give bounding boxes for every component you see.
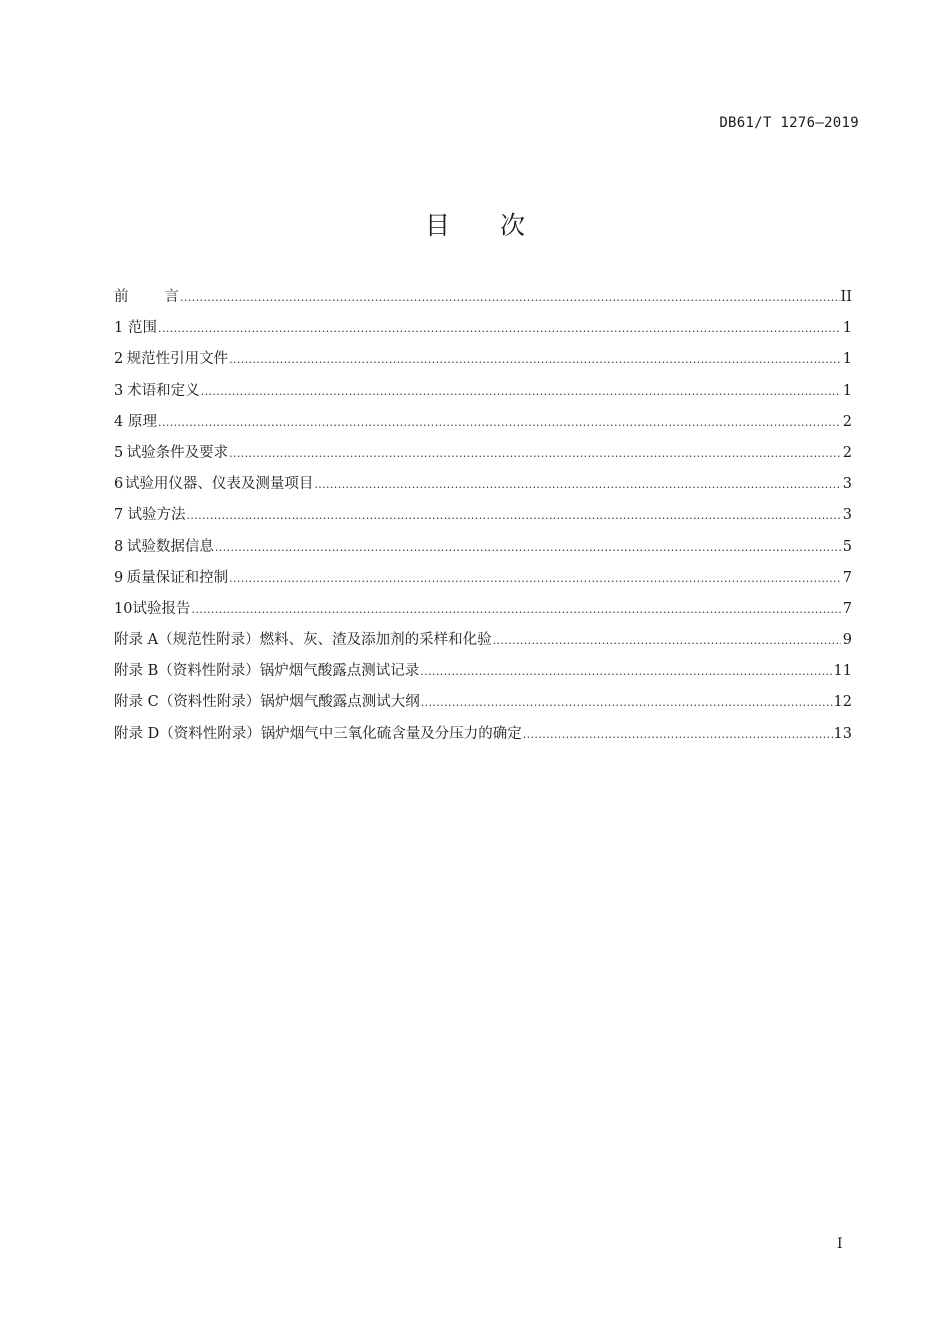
toc-label: 前 言 [114,289,179,305]
toc-section-number: 5 [114,444,124,461]
toc-entry[interactable] [114,502,852,533]
leader-dots [191,597,841,623]
title-char-2: 次 [500,211,526,240]
toc-label: 试验数据信息 [126,538,214,555]
toc-label: 试验方法 [127,507,186,524]
toc-label: 锅炉烟气中三氧化硫含量及分压力的确定 [260,725,522,742]
toc-section-number: 2 [114,351,124,368]
toc-page-number: 7 [842,600,852,617]
toc-page-number: 3 [842,476,852,493]
leader-dots [229,441,841,467]
toc-section-number: 8 [114,538,124,555]
leader-dots [215,535,841,561]
toc-page-number: 12 [833,694,852,711]
toc-entry[interactable] [114,409,852,440]
leader-dots [229,347,841,373]
toc-label: 锅炉烟气酸露点测试记录 [259,663,420,680]
table-of-contents [114,284,852,752]
toc-page-number: 3 [842,507,852,524]
toc-label: 试验条件及要求 [126,444,229,461]
toc-page-number: 13 [833,725,852,742]
toc-entry-appendix[interactable] [114,689,852,720]
toc-page-number: 5 [842,538,852,555]
toc-label: 试验用仪器、仪表及测量项目 [124,476,314,493]
appendix-prefix: 附录 D（资料性附录） [114,725,261,742]
document-code: DB61/T 1276—2019 [719,115,859,131]
toc-page-number: 7 [842,569,852,586]
toc-page-number: 2 [842,444,852,461]
toc-page-number: II [840,289,852,305]
page-number: I [837,1236,843,1252]
toc-entry[interactable] [114,471,852,502]
toc-page-number: 11 [833,663,852,680]
toc-section-number: 1 [114,320,124,337]
appendix-prefix: 附录 B（资料性附录） [114,663,260,680]
toc-label: 燃料、灰、渣及添加剂的采样和化验 [259,632,492,649]
toc-entry[interactable] [114,565,852,596]
toc-entry[interactable] [114,596,852,627]
appendix-prefix: 附录 A（规范性附录） [114,632,260,649]
leader-dots [201,379,841,405]
toc-page-number: 1 [842,382,852,399]
toc-entry[interactable] [114,315,852,346]
appendix-prefix: 附录 C（资料性附录） [114,694,261,711]
toc-section-number: 9 [114,569,124,586]
leader-dots [229,566,841,592]
toc-page-number: 9 [842,632,852,649]
toc-label: 原理 [128,413,158,430]
toc-page-number: 1 [842,320,852,337]
toc-label: 术语和定义 [127,382,200,399]
toc-section-number: 7 [114,507,124,524]
page-title [0,206,950,242]
toc-label: 范围 [128,320,158,337]
leader-dots [314,472,841,498]
leader-dots [523,722,833,748]
toc-label: 试验报告 [132,600,191,617]
toc-entry-appendix[interactable] [114,658,852,689]
leader-dots [158,410,841,436]
leader-dots [421,690,833,716]
toc-section-number: 3 [114,382,124,399]
toc-section-number: 4 [114,413,124,430]
toc-entry-preface[interactable] [114,284,852,315]
toc-entry[interactable] [114,440,852,471]
toc-entry-appendix[interactable] [114,627,852,658]
leader-dots [493,628,841,654]
leader-dots [180,285,840,311]
toc-entry[interactable] [114,534,852,565]
toc-entry-appendix[interactable] [114,721,852,752]
toc-label: 质量保证和控制 [126,569,229,586]
toc-entry[interactable] [114,378,852,409]
leader-dots [158,316,841,342]
toc-page-number: 2 [842,413,852,430]
toc-label: 锅炉烟气酸露点测试大纲 [260,694,420,711]
toc-label: 规范性引用文件 [126,351,229,368]
toc-entry[interactable] [114,346,852,377]
toc-section-number: 6 [114,476,124,493]
toc-section-number: 10 [114,600,133,617]
leader-dots [186,503,841,529]
leader-dots [420,659,832,685]
toc-page-number: 1 [842,351,852,368]
title-char-1: 目 [424,211,450,240]
